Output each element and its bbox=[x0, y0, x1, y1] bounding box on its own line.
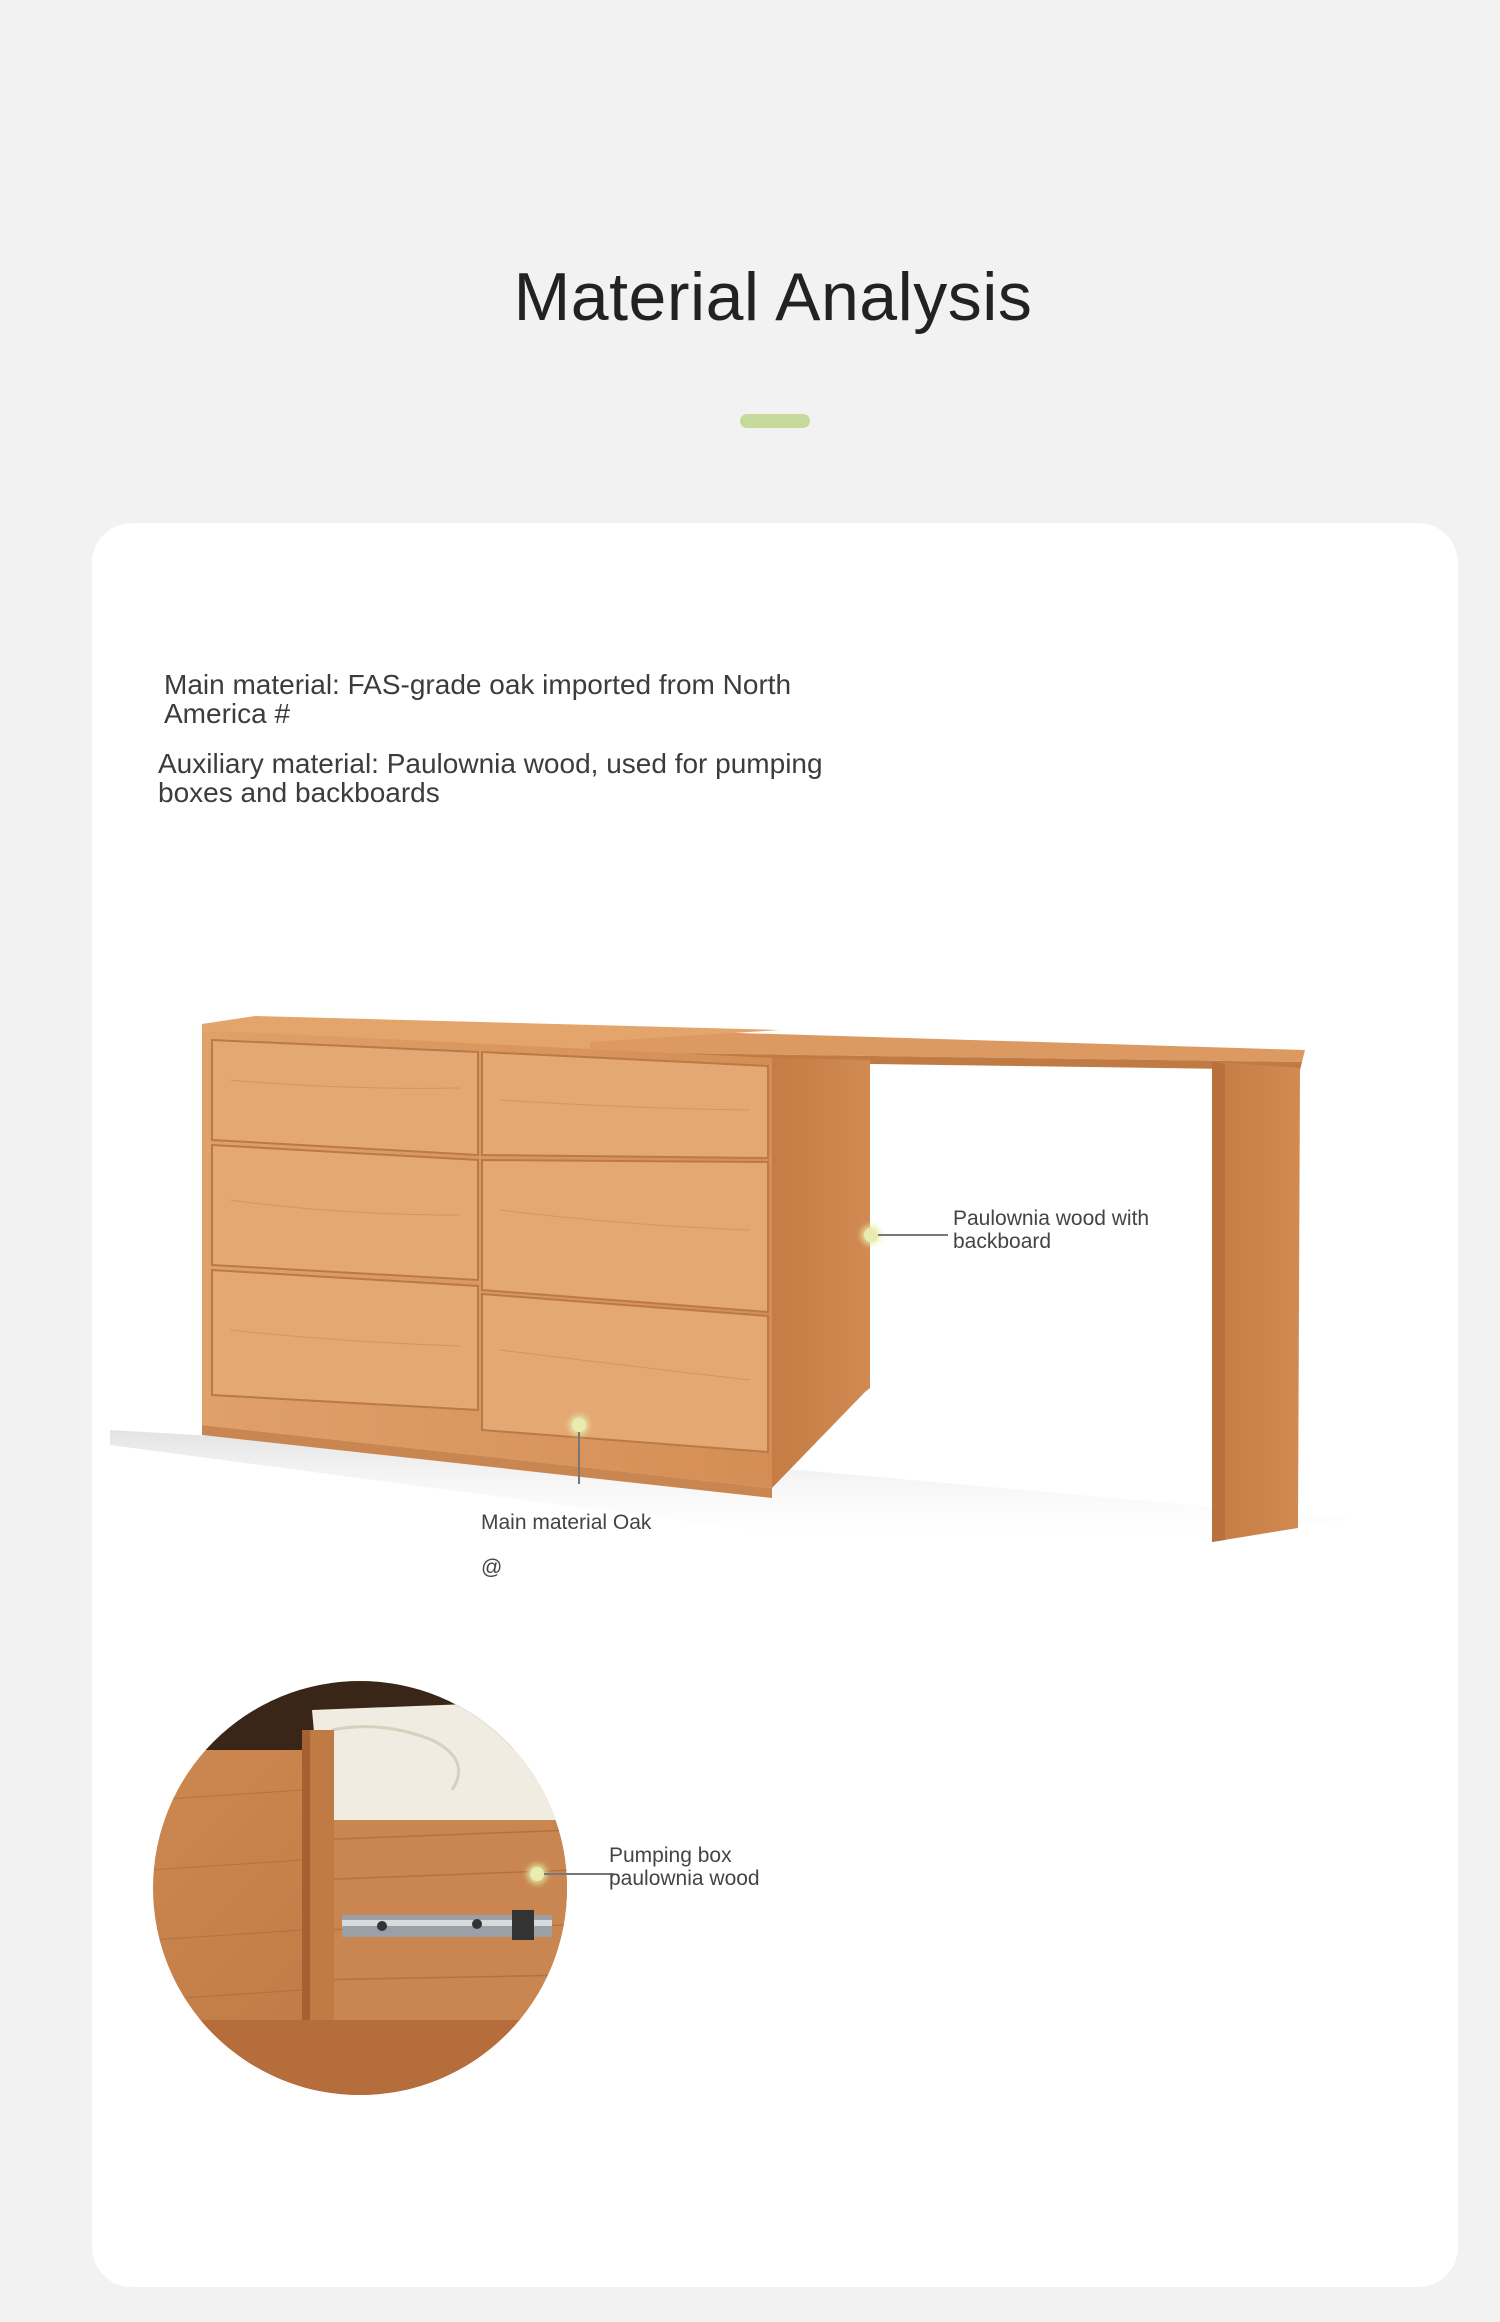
title-underline bbox=[740, 414, 810, 428]
main-oak-leader-line bbox=[578, 1432, 580, 1484]
auxiliary-material-text: Auxiliary material: Paulownia wood, used for pumping boxes and backboards bbox=[158, 748, 823, 808]
drawer-detail-illustration bbox=[152, 1680, 572, 2100]
main-oak-marker bbox=[572, 1418, 586, 1432]
pumping-box-marker bbox=[530, 1867, 544, 1881]
backboard-leader-line bbox=[878, 1234, 948, 1236]
pumping-box-leader-line bbox=[544, 1873, 614, 1875]
main-oak-symbol: @ bbox=[481, 1556, 503, 1579]
dresser-desk-illustration bbox=[100, 990, 1400, 1560]
main-oak-callout: Main material Oak bbox=[481, 1511, 652, 1534]
backboard-marker bbox=[864, 1228, 878, 1242]
page-title: Material Analysis bbox=[513, 259, 1033, 335]
main-material-text: Main material: FAS-grade oak imported from North America # bbox=[164, 669, 792, 729]
pumping-box-callout: Pumping box paulownia wood bbox=[609, 1844, 760, 1890]
backboard-callout: Paulownia wood with backboard bbox=[953, 1207, 1150, 1253]
